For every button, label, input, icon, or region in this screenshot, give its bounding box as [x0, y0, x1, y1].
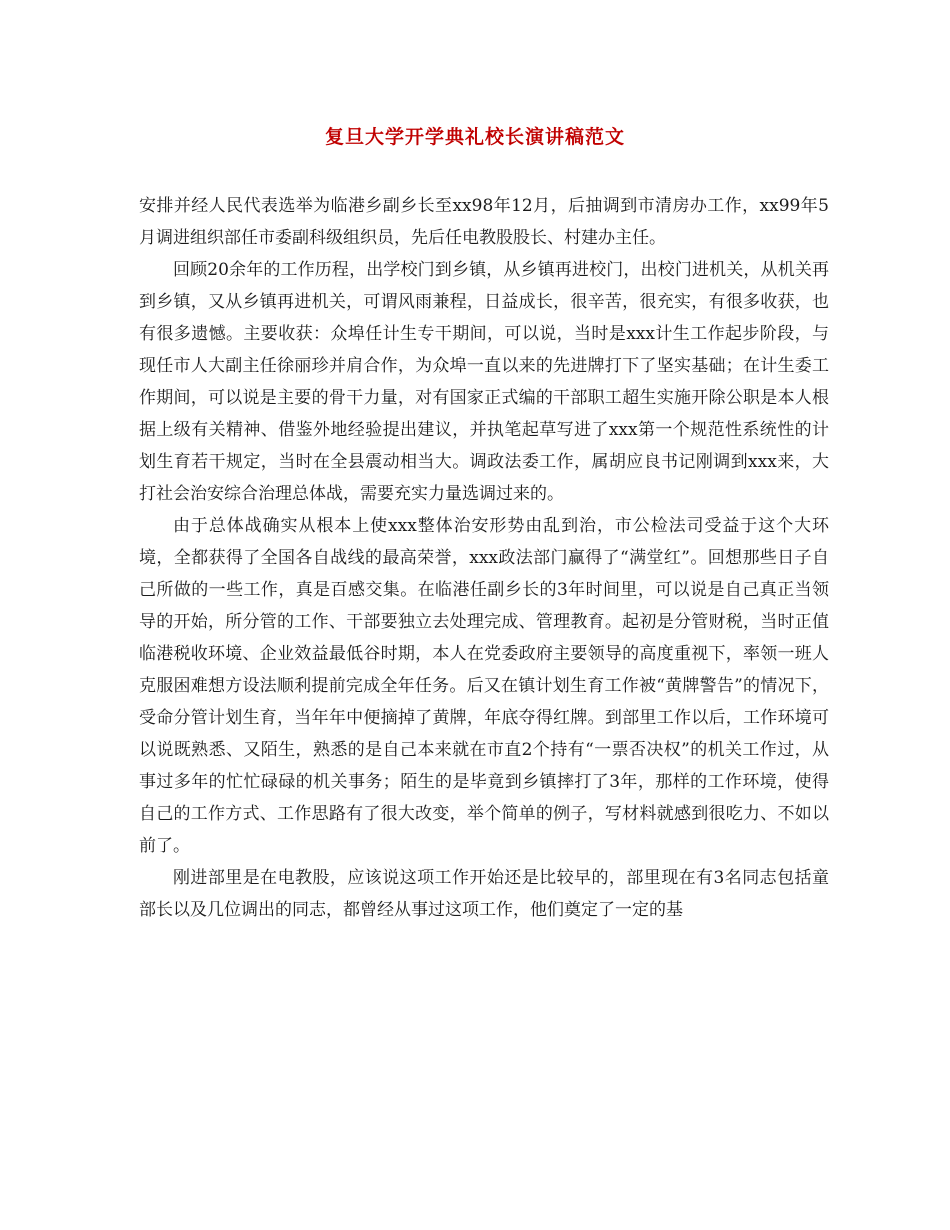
paragraph-2: 回顾20余年的工作历程，出学校门到乡镇，从乡镇再进校门，出校门进机关，从机关再到乡镇，又从乡镇再进机关，可谓风雨兼程，日益成长，很辛苦，很充实，有很多收获，也有很多遗憾。主要收获：众埠任计生专干期间，可以说，当时是xxx计生工作起步阶段，与现任市人大副主任徐丽珍并肩合作，为众埠一直以来的先进牌打下了坚实基础；在计生委工作期间，可以说是主要的骨干力量，对有国家正式编的干部职工超生实施开除公职是本人根据上级有关精神、借鉴外地经验提出建议，并执笔起草写进了xxx第一个规范性系统性的计划生育若干规定，当时在全县震动相当大。调政法委工作，属胡应良书记刚调到xxx来，大打社会治安综合治理总体战，需要充实力量选调过来的。 [139, 260, 829, 504]
document-body [139, 190, 829, 926]
paragraph-4: 刚进部里是在电教股，应该说这项工作开始还是比较早的，部里现在有3名同志包括童部长以及几位调出的同志，都曾经从事过这项工作，他们奠定了一定的基 [139, 868, 829, 920]
document-title: 复旦大学开学典礼校长演讲稿范文 [324, 126, 625, 148]
paragraph-3: 由于总体战确实从根本上使xxx整体治安形势由乱到治，市公检法司受益于这个大环境，全都获得了全国各自战线的最高荣誉，xxx政法部门赢得了“满堂红”。回想那些日子自己所做的一些工作，真是百感交集。在临港任副乡长的3年时间里，可以说是自己真正当领导的开始，所分管的工作、干部要独立去处理完成、管理教育。起初是分管财税，当时正值临港税收环境、企业效益最低谷时期，本人在党委政府主要领导的高度重视下，率领一班人克服困难想方设法顺利提前完成全年任务。后又在镇计划生育工作被“黄牌警告”的情况下，受命分管计划生育，当年年中便摘掉了黄牌，年底夺得红牌。到部里工作以后，工作环境可以说既熟悉、又陌生，熟悉的是自己本来就在市直2个持有“一票否决权”的机关工作过，从事过多年的忙忙碌碌的机关事务；陌生的是毕竟到乡镇摔打了3年，那样的工作环境，使得自己的工作方式、工作思路有了很大改变，举个简单的例子，写材料就感到很吃力、不如以前了。 [139, 516, 829, 856]
paragraph-1: 安排并经人民代表选举为临港乡副乡长至xx98年12月，后抽调到市清房办工作，xx99年5月调进组织部任市委副科级组织员，先后任电教股股长、村建办主任。 [139, 196, 829, 248]
